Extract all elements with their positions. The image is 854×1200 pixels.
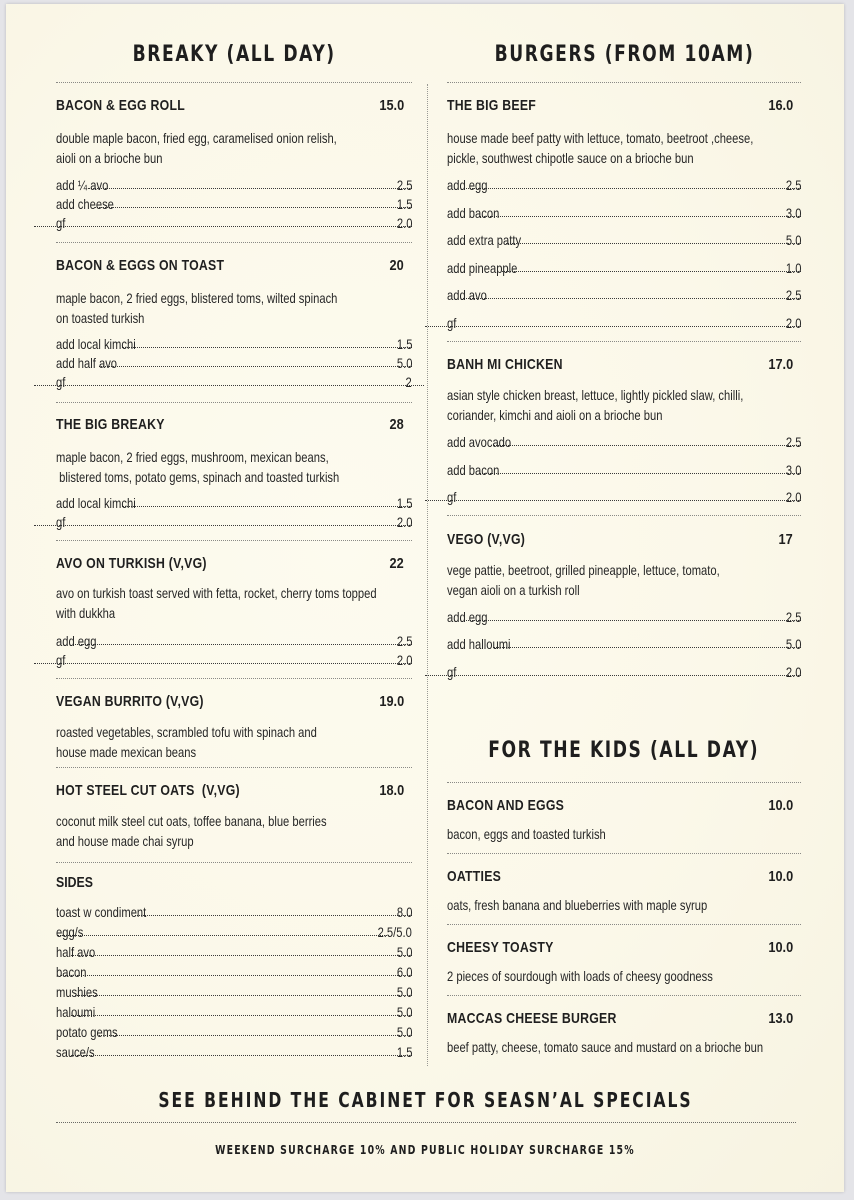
item-name: CHEESY TOASTY bbox=[447, 939, 554, 956]
footer-divider bbox=[56, 1122, 796, 1123]
item-description: avo on turkish toast served with fetta, rocket, cherry toms topped with dukkha bbox=[56, 585, 377, 621]
item-option: add ¼ avo 2.5 bbox=[56, 177, 412, 193]
item-name: AVO ON TURKISH (V,VG) bbox=[56, 555, 207, 572]
divider bbox=[447, 782, 801, 783]
item-price: 17.0 bbox=[768, 356, 793, 373]
divider bbox=[447, 995, 801, 996]
item-description: roasted vegetables, scrambled tofu with spinach and house made mexican beans bbox=[56, 724, 317, 760]
item-option: add local kimchi 1.5 bbox=[56, 495, 412, 511]
item-price: 28 bbox=[389, 416, 404, 433]
side-item: haloumi 5.0 bbox=[56, 1004, 412, 1020]
kids-heading: FOR THE KIDS (ALL DAY) bbox=[488, 738, 760, 763]
item-option: gf 2.0 bbox=[56, 213, 412, 231]
divider bbox=[447, 341, 801, 342]
item-price: 13.0 bbox=[768, 1010, 793, 1027]
side-item: half avo 5.0 bbox=[56, 944, 412, 960]
item-option: add bacon 3.0 bbox=[447, 462, 801, 478]
divider bbox=[56, 862, 412, 863]
item-option: add cheese 1.5 bbox=[56, 196, 412, 212]
item-name: BACON AND EGGS bbox=[447, 797, 565, 814]
item-option: add egg 2.5 bbox=[447, 177, 801, 193]
column-divider bbox=[427, 84, 428, 1066]
item-name: HOT STEEL CUT OATS (V,VG) bbox=[56, 782, 240, 799]
divider bbox=[447, 515, 801, 516]
burgers-heading: BURGERS (FROM 10AM) bbox=[494, 42, 754, 67]
item-name: OATTIES bbox=[447, 868, 502, 885]
item-name: THE BIG BEEF bbox=[447, 97, 537, 114]
item-price: 10.0 bbox=[768, 868, 793, 885]
side-item: toast w condiment 8.0 bbox=[56, 904, 412, 920]
item-option: gf 2.0 bbox=[447, 487, 801, 505]
item-name: BANH MI CHICKEN bbox=[447, 356, 563, 373]
item-option: gf 2.0 bbox=[447, 313, 801, 331]
divider bbox=[447, 924, 801, 925]
item-price: 16.0 bbox=[768, 97, 793, 114]
surcharge-notice: WEEKEND SURCHARGE 10% AND PUBLIC HOLIDAY SURCHARGE 15% bbox=[215, 1143, 635, 1157]
item-description: maple bacon, 2 fried eggs, blistered toms, wilted spinach on toasted turkish bbox=[56, 290, 338, 326]
divider bbox=[56, 402, 412, 403]
side-item: potato gems 5.0 bbox=[56, 1024, 412, 1040]
divider bbox=[56, 82, 412, 83]
item-option: add avo 2.5 bbox=[447, 287, 801, 303]
breaky-heading: BREAKY (ALL DAY) bbox=[132, 42, 336, 67]
item-option: add half avo 5.0 bbox=[56, 355, 412, 371]
divider bbox=[56, 678, 412, 679]
item-price: 17 bbox=[778, 531, 793, 548]
item-option: gf 2.0 bbox=[56, 512, 412, 530]
divider bbox=[56, 767, 412, 768]
sides-heading: SIDES bbox=[56, 874, 93, 891]
divider bbox=[447, 853, 801, 854]
item-name: VEGAN BURRITO (V,VG) bbox=[56, 693, 204, 710]
side-item: mushies 5.0 bbox=[56, 984, 412, 1000]
side-item: bacon 6.0 bbox=[56, 964, 412, 980]
item-price: 22 bbox=[389, 555, 404, 572]
item-description: beef patty, cheese, tomato sauce and mustard on a brioche bun bbox=[447, 1039, 764, 1055]
item-price: 10.0 bbox=[768, 939, 793, 956]
item-description: 2 pieces of sourdough with loads of cheesy goodness bbox=[447, 968, 713, 984]
item-price: 20 bbox=[389, 257, 404, 274]
item-option: add egg 2.5 bbox=[447, 609, 801, 625]
item-description: bacon, eggs and toasted turkish bbox=[447, 826, 606, 842]
item-option: gf 2.0 bbox=[447, 662, 801, 680]
divider bbox=[56, 242, 412, 243]
item-name: MACCAS CHEESE BURGER bbox=[447, 1010, 617, 1027]
item-price: 15.0 bbox=[379, 97, 404, 114]
divider bbox=[447, 82, 801, 83]
item-name: THE BIG BREAKY bbox=[56, 416, 165, 433]
item-price: 18.0 bbox=[379, 782, 404, 799]
item-option: gf 2 bbox=[56, 372, 412, 390]
item-name: VEGO (V,VG) bbox=[447, 531, 526, 548]
item-option: add local kimchi 1.5 bbox=[56, 336, 412, 352]
burgers-column bbox=[447, 4, 801, 1192]
item-description: oats, fresh banana and blueberries with maple syrup bbox=[447, 897, 708, 913]
item-name: BACON & EGGS ON TOAST bbox=[56, 257, 225, 274]
item-price: 19.0 bbox=[379, 693, 404, 710]
menu-sheet bbox=[6, 4, 844, 1192]
item-description: vege pattie, beetroot, grilled pineapple, lettuce, tomato, vegan aioli on a turkish roll bbox=[447, 562, 720, 598]
item-name: BACON & EGG ROLL bbox=[56, 97, 185, 114]
item-description: asian style chicken breast, lettuce, lightly pickled slaw, chilli, coriander, kimchi and aioli on a brioche bun bbox=[447, 387, 744, 423]
item-description: maple bacon, 2 fried eggs, mushroom, mexican beans, blistered toms, potato gems, spinach and toasted turkish bbox=[56, 449, 340, 485]
breaky-column bbox=[56, 4, 412, 1192]
specials-banner: SEE BEHIND THE CABINET FOR SEASN’AL SPECIALS bbox=[157, 1088, 693, 1112]
item-description: coconut milk steel cut oats, toffee banana, blue berries and house made chai syrup bbox=[56, 813, 327, 849]
item-option: gf 2.0 bbox=[56, 650, 412, 668]
item-price: 10.0 bbox=[768, 797, 793, 814]
item-option: add egg 2.5 bbox=[56, 633, 412, 649]
divider bbox=[56, 540, 412, 541]
item-option: add pineapple 1.0 bbox=[447, 260, 801, 276]
item-option: add halloumi 5.0 bbox=[447, 636, 801, 652]
item-option: add avocado 2.5 bbox=[447, 434, 801, 450]
side-item: sauce/s 1.5 bbox=[56, 1044, 412, 1060]
item-option: add extra patty 5.0 bbox=[447, 232, 801, 248]
item-option: add bacon 3.0 bbox=[447, 205, 801, 221]
item-description: double maple bacon, fried egg, caramelised onion relish, aioli on a brioche bun bbox=[56, 130, 337, 166]
item-description: house made beef patty with lettuce, tomato, beetroot ,cheese, pickle, southwest chipotle sauce on a brioche bun bbox=[447, 130, 754, 166]
side-item: egg/s 2.5/5.0 bbox=[56, 924, 412, 940]
